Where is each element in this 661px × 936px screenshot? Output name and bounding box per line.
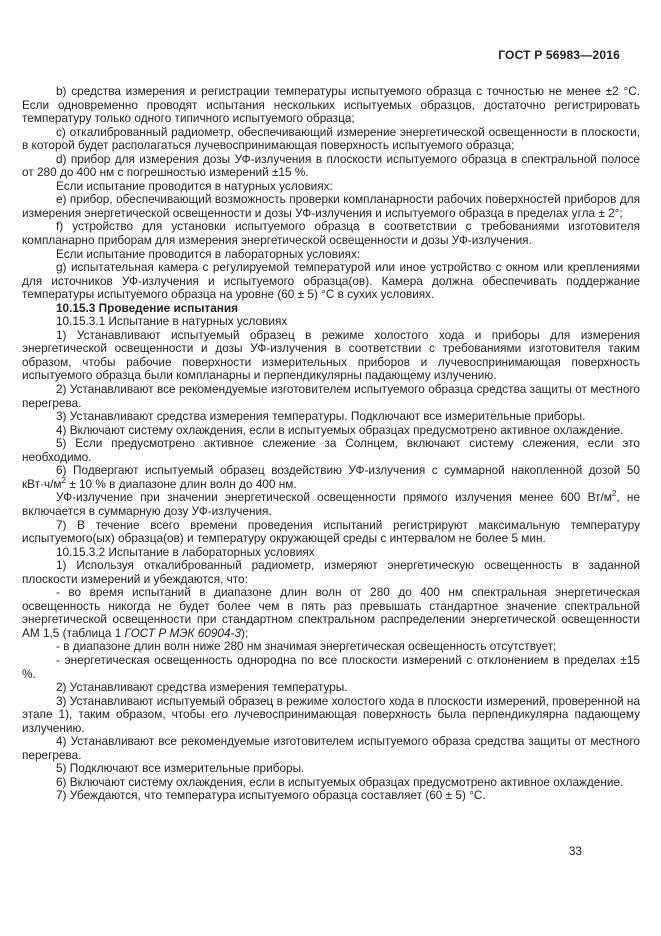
paragraph <box>22 85 640 126</box>
text-run: 4) Включают систему охлаждения, если в испытуемых образцах предусмотрено активное охлаждение. <box>56 422 624 437</box>
section-heading <box>22 302 640 316</box>
text-run: 2 <box>611 489 617 499</box>
paragraph <box>22 437 640 464</box>
text-run: 1) Устанавливают испытуемый образец в режиме холостого хода и приборы для измерения энергетической освещенности и дозы УФ-излучения в соответствии с требованиями изготовителя таким образом, чтобы рабочие поверхности измерительных приборов и лучевоспринимающая поверхность испытуемого образца были компланарны и перпендикулярны падающему излучению. <box>22 327 640 383</box>
paragraph <box>22 491 640 518</box>
text-run: , не включается в суммарную дозу УФ-излучения. <box>22 490 641 518</box>
paragraph <box>22 315 640 329</box>
paragraph <box>22 695 640 736</box>
text-run: 6) Включают систему охлаждения, если в испытуемых образцах предусмотрено активное охлаждение. <box>56 774 624 789</box>
paragraph <box>22 681 640 695</box>
text-run: 3) Устанавливают средства измерения температуры. Подключают все измерительные приборы. <box>56 409 586 424</box>
paragraph <box>22 789 640 803</box>
paragraph <box>22 261 640 302</box>
text-run: 2) Устанавливают все рекомендуемые изготовителем испытуемого образца средства защиты от местного перегрева. <box>22 382 640 410</box>
text-run: ); <box>241 625 249 640</box>
page-content <box>22 85 640 803</box>
text-run: 3) Устанавливают испытуемый образец в режиме холостого хода в плоскости измерений, проверенной на этапе 1), таким образом, чтобы его лучевоспринимающая поверхность была перпендикулярна падающему излучению. <box>22 693 640 735</box>
text-run: 10.15.3 Проведение испытания <box>56 300 239 315</box>
paragraph <box>22 329 640 383</box>
paragraph <box>22 640 640 654</box>
paragraph <box>22 559 640 586</box>
paragraph <box>22 586 640 640</box>
text-run: 2) Устанавливают средства измерения температуры. <box>56 680 348 695</box>
text-run: f) устройство для установки испытуемого образца в соответствии с требованиями изготовителя компланарно приборам для измерения энергетической освещенности и дозы УФ-излучения. <box>22 219 640 248</box>
paragraph <box>22 654 640 681</box>
page-number: 33 <box>568 844 582 858</box>
paragraph <box>22 248 640 262</box>
doc-code: ГОСТ Р 56983—2016 <box>498 48 620 62</box>
text-run: 4) Устанавливают все рекомендуемые изготовителем испытуемого образа средства защиты от местного перегрева. <box>22 734 640 762</box>
text-run: 5) Подключают все измерительные приборы. <box>56 761 305 776</box>
text-run: e) прибор, обеспечивающий возможность проверки компланарности рабочих поверхностей приборов для измерения энергетической освещенности и дозы УФ-излучения и испытуемого образца в пределах угла ± 2°; <box>22 192 640 220</box>
paragraph <box>22 519 640 546</box>
paragraph <box>22 546 640 560</box>
text-run: Если испытание проводится в лабораторных условиях: <box>56 246 361 261</box>
paragraph <box>22 153 640 180</box>
text-run: 10.15.3.2 Испытание в лабораторных условиях <box>56 544 315 559</box>
page-footer <box>0 844 582 858</box>
text-run: 7) Убеждаются, что температура испытуемого образца составляет (60 ± 5) °C. <box>56 788 486 803</box>
paragraph <box>22 220 640 247</box>
paragraph <box>22 424 640 438</box>
text-run: - в диапазоне длин волн ниже 280 нм значимая энергетическая освещенность отсутствует; <box>56 639 557 654</box>
text-run: 10.15.3.1 Испытание в натурных условиях <box>56 314 288 329</box>
paragraph <box>22 180 640 194</box>
text-run: 1) Используя откалиброванный радиометр, измеряют энергетическую освещенность в заданной плоскости измерений и убеждаются, что: <box>22 558 640 586</box>
text-run: Если испытание проводится в натурных условиях: <box>56 178 333 193</box>
text-run: 2 <box>61 475 66 485</box>
text-run: ГОСТ Р МЭК 60904-3 <box>124 625 242 640</box>
text-run: 6) Подвергают испытуемый образец воздействию УФ-излучения с суммарной накопленной дозой 50 кВт·ч/м <box>22 463 640 491</box>
paragraph <box>22 762 640 776</box>
paragraph <box>22 126 640 153</box>
text-run: 7) В течение всего времени проведения испытаний регистрируют максимальную температуру испытуемого(ых) образца(ов) и температуру окружающей среды с интервалом не более 5 мин. <box>22 517 640 546</box>
text-run: g) испытательная камера с регулируемой температурой или иное устройство с окном или креплениями для источников УФ-излучения и испытуемого образца(ов). Камера должна обеспечивать поддержание температуры испытуемого образца на уровне (60 ± 5) °C в сухих условиях. <box>22 260 640 302</box>
paragraph <box>22 193 640 220</box>
text-run: - во время испытаний в диапазоне длин волн от 280 до 400 нм спектральная энергетическая освещенность никогда не будет более чем в пять раз превышать стандартное значение спектральной энергетической освещенности при стандартном спектральном распределении энергетической освещенности АМ 1,5 (таблица 1 <box>22 585 640 640</box>
text-run: d) прибор для измерения дозы УФ-излучения в плоскости испытуемого образца в спектральной полосе от 280 до 400 нм с погрешностью измерений ±15 %. <box>22 151 640 180</box>
text-run: УФ-излучение при значении энергетической освещенности прямого излучения менее 600 Вт/м <box>56 490 612 505</box>
paragraph <box>22 410 640 424</box>
paragraph <box>22 735 640 762</box>
text-run: ± 10 % в диапазоне длин волн до 400 нм. <box>65 476 297 491</box>
text-run: 5) Если предусмотрено активное слежение за Солнцем, включают систему слежения, если это необходимо. <box>22 436 640 464</box>
paragraph <box>22 776 640 790</box>
page-header <box>22 48 620 62</box>
text-run: c) откалиброванный радиометр, обеспечивающий измерение энергетической освещенности в плоскости, в которой будет располагаться лучевоспринимающая поверхность испытуемого образца; <box>22 124 640 153</box>
paragraph <box>22 383 640 410</box>
text-run: - энергетическая освещенность однородна по все плоскости измерений с отклонением в пределах ±15 %. <box>22 652 640 681</box>
text-run: b) средства измерения и регистрации температуры испытуемого образца с точностью не менее ±2 °C. Если одновременно проводят испытания нескольких испытуемых образцов, достаточно регистрировать температуру только одного типичного испытуемого образца; <box>22 84 640 126</box>
paragraph <box>22 464 640 491</box>
